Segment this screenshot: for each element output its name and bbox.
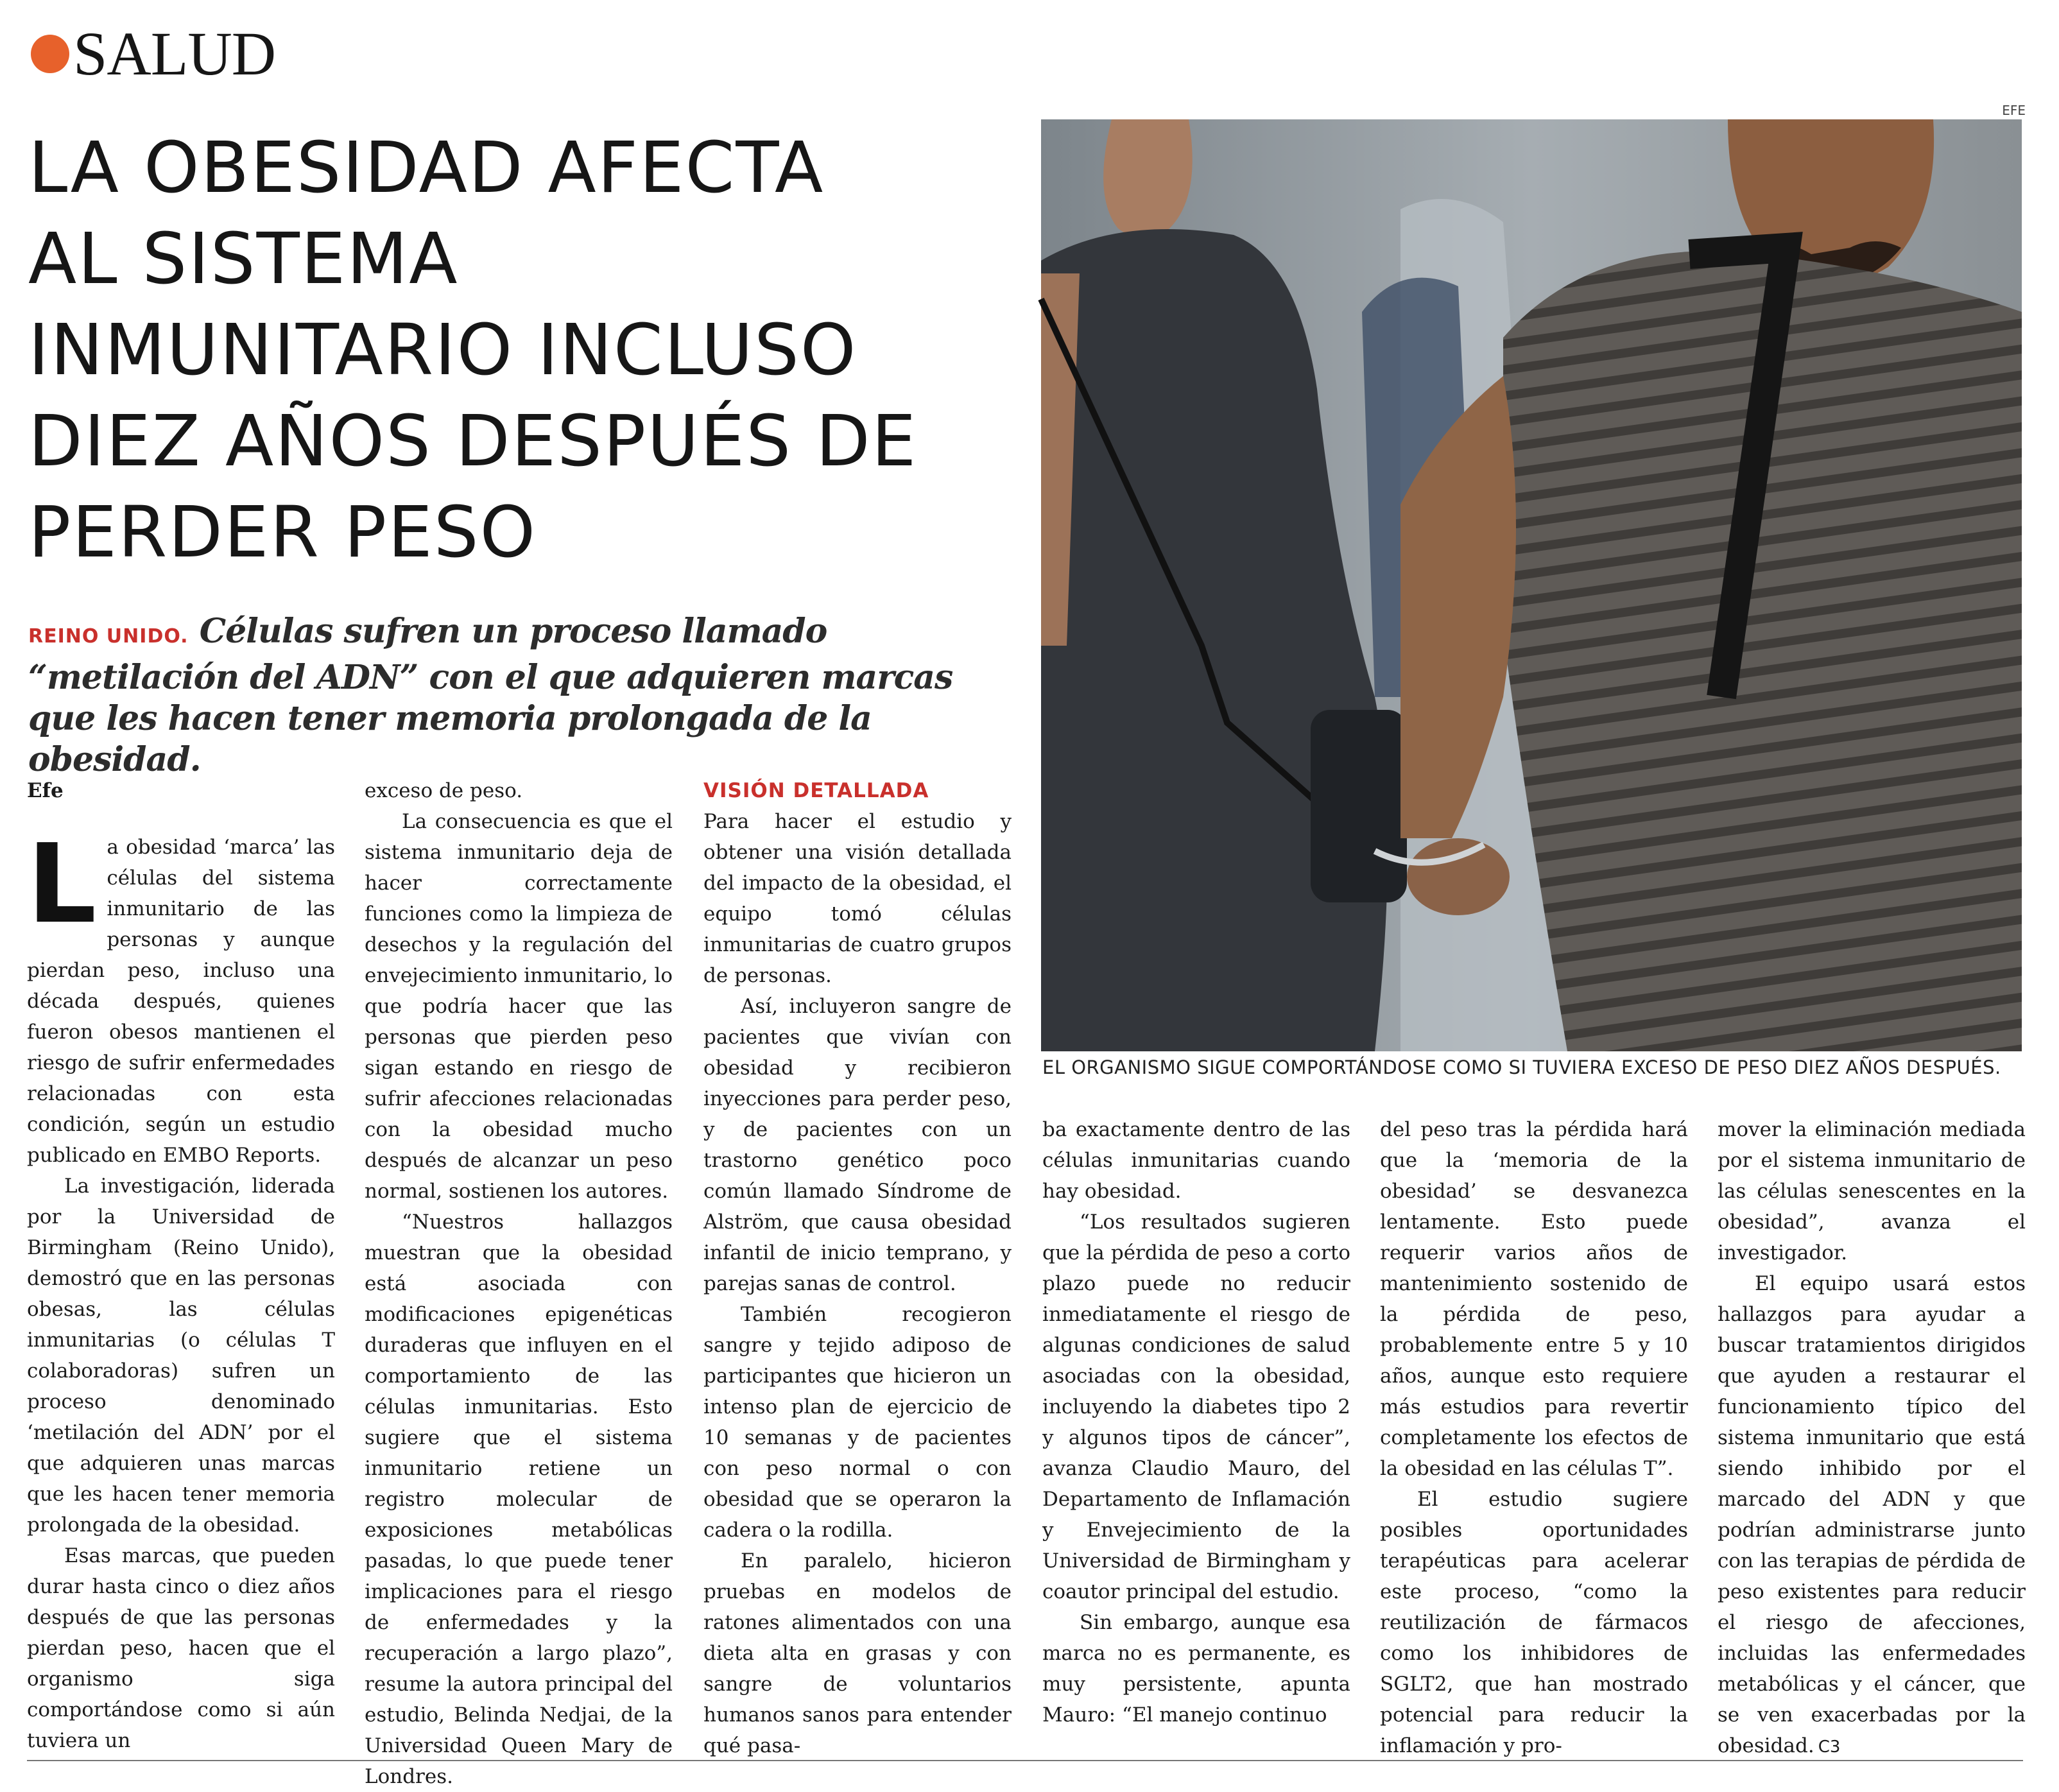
article-paragraph	[1718, 1268, 2026, 1762]
article-paragraph: Para hacer el estudio y obtener una visión detallada del impacto de la obesidad, el equipo tomó células inmunitarias de cuatro grupos de personas.	[703, 810, 1012, 987]
article-paragraph: mover la eliminación mediada por el sistema inmunitario de las células senescentes en la obesidad”, avanza el investigador.	[1718, 1118, 2026, 1264]
article-column-2	[365, 775, 673, 1788]
article-photo	[1041, 119, 2022, 1051]
article-paragraph: Así, incluyeron sangre de pacientes que vivían con obesidad y recibieron inyecciones para perder peso, y de pacientes con un trastorno genético poco común llamado Síndrome de Alström, que causa obesidad infantil de inicio temprano, y parejas sanas de control.	[703, 995, 1012, 1295]
article-paragraph: “Los resultados sugieren que la pérdida de peso a corto plazo puede no reducir inmediatamente el riesgo de algunas condiciones de salud asociadas con la obesidad, incluyendo la diabetes tipo 2 y algunos tipos de cáncer”, avanza Claudio Mauro, del Departamento de Inflamación y Envejecimiento de la Universidad de Birmingham y coautor principal del estudio.	[1042, 1210, 1350, 1603]
article-paragraph: Sin embargo, aunque esa marca no es permanente, es muy persistente, apunta Mauro: “El manejo continuo	[1042, 1611, 1350, 1727]
article-column-5	[1380, 1114, 1688, 1757]
article-paragraph: del peso tras la pérdida hará que la ‘memoria de la obesidad’ se desvanezca lentamente. Esto puede requerir varios años de mantenimiento sostenido de la pérdida de peso, probablemente entre 5 y 10 años, aunque esto requiere más estudios para revertir completamente los efectos de la obesidad en las células T”.	[1380, 1118, 1688, 1480]
section-dot-icon	[31, 35, 69, 73]
article-paragraph: El estudio sugiere posibles oportunidades terapéuticas para acelerar este proceso, “como la reutilización de fármacos como los inhibidores de SGLT2, que han mostrado potencial para reducir la inflamación y pro-	[1380, 1488, 1688, 1757]
headline-line: LA OBESIDAD AFECTA	[28, 126, 825, 209]
article-paragraph: La investigación, liderada por la Universidad de Birmingham (Reino Unido), demostró que en las personas obesas, las células inmunitarias (o células T colaboradoras) sufren un proceso denominado ‘metilación del ADN’ por el que adquieren unas marcas que les hacen tener memoria prolongada de la obesidad.	[27, 1175, 335, 1537]
drop-cap: L	[27, 821, 97, 948]
headline-line: INMUNITARIO INCLUSO	[28, 309, 857, 391]
article-paragraph: La consecuencia es que el sistema inmunitario deja de hacer correctamente funciones como la limpieza de desechos y la regulación del envejecimiento inmunitario, lo que podría hacer que las personas que pierden peso sigan estando en riesgo de sufrir afecciones relacionadas con la obesidad mucho después de alcanzar un peso normal, sostienen los autores.	[365, 810, 673, 1203]
lead-paragraph	[28, 611, 1030, 780]
article-paragraph: Esas marcas, que pueden durar hasta cinco o diez años después de que las personas pierdan peso, hacen que el organismo siga comportándose como si aún tuviera un	[27, 1544, 335, 1752]
section-label: SALUD	[73, 19, 276, 88]
paragraph-text: a obesidad ‘marca’ las células del sistema inmunitario de las personas y aunque pierdan peso, incluso una década después, quienes fueron obesos mantienen el riesgo de sufrir enfermedades relacionadas con esta condición, según un estudio publicado en EMBO Reports.	[27, 836, 335, 1167]
paragraph-text: El equipo usará estos hallazgos para ayudar a buscar tratamientos dirigidos que ayuden a restaurar el funcionamiento típico del sistema inmunitario que está siendo inhibido por el marcado del ADN y que podrían administrarse junto con las terapias de pérdida de peso existentes para reducir el riesgo de afecciones, incluidas las enfermedades metabólicas y el cáncer, que se ven exacerbadas por la obesidad.	[1718, 1272, 2026, 1757]
article-paragraph: También recogieron sangre y tejido adiposo de participantes que hicieron un intenso plan de ejercicio de 10 semanas y de pacientes con peso normal o con obesidad que se operaron la cadera o la rodilla.	[703, 1303, 1012, 1542]
article-paragraph: En paralelo, hicieron pruebas en modelos de ratones alimentados con una dieta alta en grasas y con sangre de voluntarios humanos sanos para entender qué pasa-	[703, 1549, 1012, 1757]
byline: Efe	[27, 779, 64, 802]
bottom-rule	[27, 1760, 2023, 1761]
section-header	[31, 19, 276, 88]
headline-line: AL SISTEMA	[28, 218, 459, 300]
article-paragraph: ba exactamente dentro de las células inmunitarias cuando hay obesidad.	[1042, 1118, 1350, 1203]
section-subhead: VISIÓN DETALLADA	[703, 779, 929, 802]
article-column-3	[703, 775, 1012, 1757]
photo-credit: EFE	[2002, 103, 2026, 118]
article-column-1	[27, 775, 335, 1751]
lead-text: Células sufren un proceso llamado “metilación del ADN” con el que adquieren marcas que les hacen tener memoria prolongada de la obesidad.	[28, 612, 953, 779]
article-paragraph: exceso de peso.	[365, 779, 523, 802]
end-mark-icon: C3	[1818, 1737, 1841, 1757]
photo-two-people-walking-icon	[1041, 119, 2022, 1051]
article-column-6	[1718, 1114, 2026, 1757]
headline-line: PERDER PESO	[28, 491, 537, 573]
headline-line: DIEZ AÑOS DESPUÉS DE	[28, 400, 918, 482]
article-column-4	[1042, 1114, 1350, 1743]
photo-caption: EL ORGANISMO SIGUE COMPORTÁNDOSE COMO SI TUVIERA EXCESO DE PESO DIEZ AÑOS DESPUÉS.	[1042, 1056, 2001, 1078]
lead-place: REINO UNIDO.	[28, 625, 189, 648]
headline	[28, 122, 1030, 578]
article-paragraph: “Nuestros hallazgos muestran que la obesidad está asociada con modificaciones epigenéticas duraderas que influyen en el comportamiento de las células inmunitarias. Esto sugiere que el sistema inmunitario retiene un registro molecular de exposiciones metabólicas pasadas, lo que puede tener implicaciones para el riesgo de enfermedades y la recuperación a largo plazo”, resume la autora principal del estudio, Belinda Nedjai, de la Universidad Queen Mary de Londres.	[365, 1210, 673, 1788]
article-paragraph	[27, 821, 335, 1171]
